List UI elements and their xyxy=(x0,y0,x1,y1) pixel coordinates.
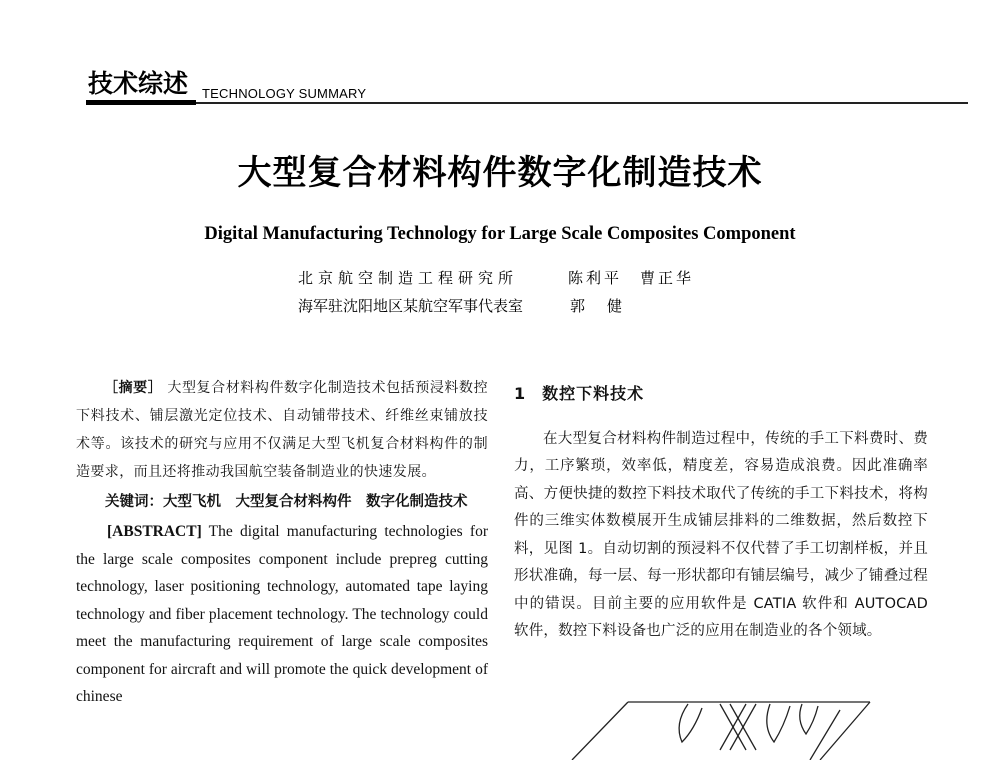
author-affiliation-2: 海军驻沈阳地区某航空军事代表室 xyxy=(298,297,524,315)
abstract-cn xyxy=(76,374,488,486)
title-block xyxy=(0,145,1000,245)
abstract-en-text: The digital manufacturing technologies for the large scale composites component include prepreg cutting technology, laser positioning technology, automated tape laying technology and fiber placement technology. The technology could meet the manufacturing requirement of large scale composites component for aircraft and will promote the quick development of chinese xyxy=(76,523,488,705)
keywords xyxy=(76,488,488,516)
keywords-label: 关键词： xyxy=(105,494,163,510)
figure-1-partial xyxy=(570,690,890,760)
author-names-1: 陈利平 曹正华 xyxy=(568,269,695,287)
figure-line xyxy=(572,702,628,760)
right-column xyxy=(514,380,928,646)
abstract-en xyxy=(76,518,488,711)
abstract-cn-label: ［摘要］ xyxy=(104,380,163,396)
header-rule xyxy=(88,102,968,104)
left-column xyxy=(76,374,488,711)
section-1-body: 在大型复合材料构件制造过程中，传统的手工下料费时、费力，工序繁琐，效率低，精度差，容易造成浪费。因此准确率高、方便快捷的数控下料技术取代了传统的手工下料技术，将构件的三维实体数模展开生成铺层排料的二维数据，然后数控下料，见图 1。自动切割的预浸料不仅代替了手工切割样板，并且形状准确，每一层、每一形状都印有铺层编号，减少了铺叠过程中的错误。目前主要的应用软件是 CATIA 软件和 AUTOCAD 软件，数控下料设备也广泛的应用在制造业的各个领域。 xyxy=(514,430,928,639)
keywords-text: 大型飞机 大型复合材料构件 数字化制造技术 xyxy=(163,494,468,510)
section-label-cn: 技术综述 xyxy=(88,69,189,98)
section-1-number: 1 xyxy=(514,384,527,403)
section-1-title: 数控下料技术 xyxy=(542,384,645,403)
paper-title-cn: 大型复合材料构件数字化制造技术 xyxy=(237,153,763,193)
section-1-heading xyxy=(514,380,928,408)
author-affiliation-1: 北京航空制造工程研究所 xyxy=(298,269,519,287)
abstract-en-label: [ABSTRACT] xyxy=(107,523,202,540)
abstract-cn-text: 大型复合材料构件数字化制造技术包括预浸料数控下料技术、铺层激光定位技术、自动铺带技术、纤维丝束铺放技术等。该技术的研究与应用不仅满足大型飞机复合材料构件的制造要求，而且还将推动我国航空装备制造业的快速发展。 xyxy=(76,380,488,480)
figure-curve xyxy=(679,704,702,742)
header-rule-accent xyxy=(86,100,196,105)
figure-curve xyxy=(800,704,818,734)
figure-curve xyxy=(767,704,790,742)
section-label-en: TECHNOLOGY SUMMARY xyxy=(202,86,367,101)
author-names-2: 郭健 xyxy=(570,297,645,315)
paper-title-en: Digital Manufacturing Technology for Large Scale Composites Component xyxy=(204,224,796,244)
page-header xyxy=(0,0,1000,110)
